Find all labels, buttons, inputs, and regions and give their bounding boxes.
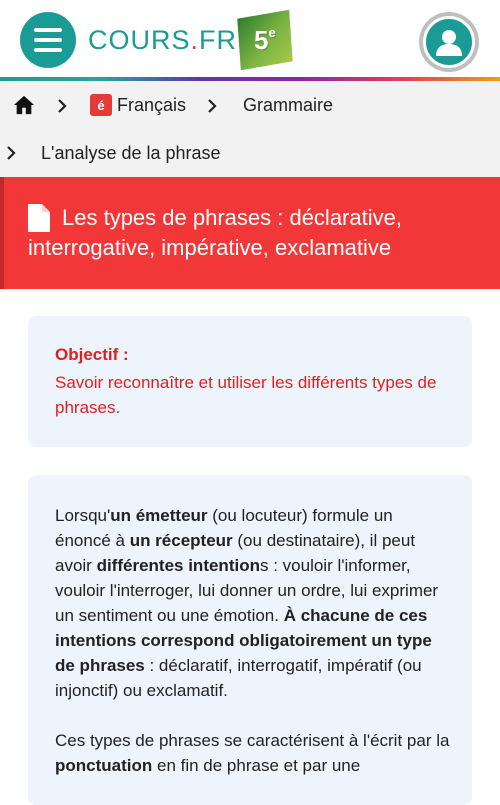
- site-logo[interactable]: COURS.FR: [88, 25, 238, 55]
- chevron-right-icon: [56, 98, 68, 114]
- page-title: Les types de phrases : déclarative, interrogative, impérative, exclamative: [28, 205, 402, 260]
- text-run: en fin de phrase et par une: [152, 756, 361, 775]
- app-header: [0, 0, 500, 80]
- text-run: (ou locuteur) formule un énoncé à: [55, 506, 393, 550]
- chevron-right-icon: [206, 98, 218, 114]
- breadcrumb-lesson[interactable]: L'analyse de la phrase: [41, 143, 221, 163]
- paragraph-intro: [55, 503, 451, 703]
- text-run: : déclaratif, interrogatif, impératif (ou injonctif) ou exclamatif.: [55, 656, 422, 700]
- francais-subject-icon: é: [90, 94, 112, 116]
- bold-text-run: différentes intention: [96, 556, 260, 575]
- paragraph-characteristics: [55, 728, 451, 778]
- breadcrumb-grammaire[interactable]: Grammaire: [243, 95, 334, 115]
- text-run: s: [259, 556, 269, 575]
- text-run: Lorsqu': [55, 506, 111, 525]
- home-icon[interactable]: [13, 94, 35, 116]
- objective-text: Savoir reconnaître et utiliser les différents types de phrases.: [55, 373, 437, 417]
- lesson-content-card: [28, 475, 472, 805]
- grade-badge[interactable]: 5e: [237, 10, 293, 71]
- breadcrumb: [0, 81, 500, 177]
- bold-text-run: un récepteur: [129, 531, 233, 550]
- user-avatar-icon: [423, 16, 475, 68]
- bold-text-run: ponctuation: [55, 756, 153, 775]
- text-run: Ces types de phrases se caractérisent à l'écrit par la: [55, 731, 450, 750]
- text-run: : vouloir l'informer, vouloir l'interroger, lui donner un ordre, lui exprimer un sentiment ou une émotion.: [55, 556, 439, 625]
- bold-text-run: un émetteur: [110, 506, 208, 525]
- banner-edge: [0, 177, 4, 289]
- objective-card: [28, 316, 472, 447]
- lesson-body: [55, 503, 451, 803]
- lesson-title-banner: [0, 177, 500, 289]
- objective-label: Objectif :: [55, 345, 129, 364]
- text-run: (ou destinataire), il peut avoir: [55, 531, 416, 575]
- user-avatar-button[interactable]: [419, 12, 479, 72]
- hamburger-menu-icon[interactable]: [20, 12, 76, 68]
- bold-text-run: À chacune de ces intentions correspond obligatoirement un type de phrases: [55, 606, 432, 675]
- breadcrumb-francais[interactable]: Français: [117, 95, 187, 115]
- chevron-right-icon: [5, 145, 17, 161]
